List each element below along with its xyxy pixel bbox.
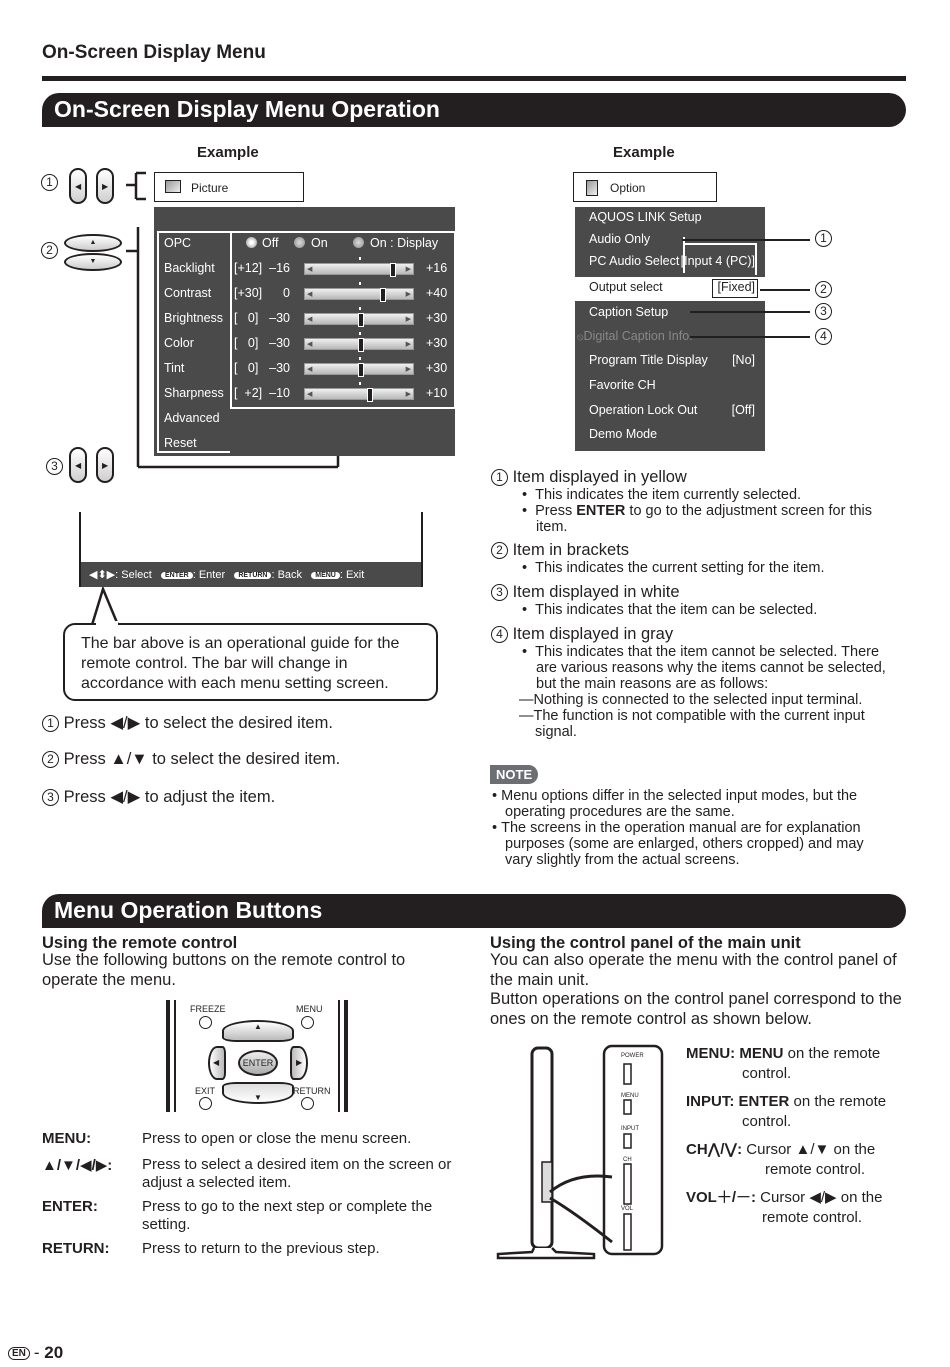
item-1-bullet-1: • This indicates the item currently selected. <box>522 487 802 503</box>
marker-leader-lines <box>680 225 860 355</box>
opc-on-display-label: On : Display <box>370 236 439 250</box>
option-item-aquos-link-setup[interactable] <box>589 210 755 224</box>
left-cursor-button[interactable]: ◀ <box>208 1046 226 1080</box>
panel-menu-label: MENU <box>621 1093 639 1099</box>
def-return: RETURN: Press to return to the previous step. <box>42 1240 380 1257</box>
step-marker-3: 3 <box>46 458 63 476</box>
slider-brightness[interactable] <box>304 313 414 325</box>
panel-input-label: INPUT <box>621 1126 639 1132</box>
option-menu-label: Option <box>610 181 646 195</box>
panel-ch-label: CH <box>623 1157 632 1163</box>
slider-center-tick <box>359 257 361 260</box>
min-value-5: –10 <box>269 386 290 400</box>
slider-left-arrow-icon: ◀ <box>307 341 313 348</box>
slider-thumb[interactable] <box>390 263 396 277</box>
option-value: [Off] <box>731 403 755 417</box>
option-label: Demo Mode <box>589 427 658 441</box>
panel-vol-label: VOL <box>621 1206 634 1212</box>
menu-item-opc[interactable]: OPC <box>164 236 192 250</box>
picture-icon <box>165 180 181 193</box>
item-4-title: 4 Item displayed in gray <box>491 625 901 644</box>
return-key-icon: RETURN <box>234 572 271 579</box>
max-value-1: +40 <box>426 286 448 300</box>
item-1-title: 1 Item displayed in yellow <box>491 468 901 487</box>
cross-key-icon: ◀⬍▶ <box>89 569 116 581</box>
option-item-demo-mode[interactable] <box>589 427 755 441</box>
slider-right-arrow-icon: ▶ <box>405 291 411 298</box>
opc-on-label: On <box>311 236 328 250</box>
opc-off-label: Off <box>262 236 279 250</box>
option-item-favorite-ch[interactable] <box>589 378 755 392</box>
right-button-icon: ▶ <box>96 168 114 204</box>
picture-menu-screen <box>154 207 455 456</box>
option-label: Output select <box>589 280 663 294</box>
item-4-bullet: • This indicates that the item cannot be selected. There are various reasons why the items cannot be selected, but the main reasons are as follows: <box>522 644 886 692</box>
slider-left-arrow-icon: ◀ <box>307 391 313 398</box>
slider-backlight[interactable] <box>304 263 414 275</box>
remote-heading: Using the remote control <box>42 934 238 952</box>
section-title-menu-buttons: Menu Operation Buttons <box>42 894 906 928</box>
right-cursor-button[interactable]: ▶ <box>290 1046 308 1080</box>
slider-thumb[interactable] <box>367 388 373 402</box>
return-label: RETURN <box>293 1086 331 1096</box>
note-list <box>490 788 895 868</box>
enter-button[interactable]: ENTER <box>238 1050 278 1076</box>
current-value-1: [+30] <box>234 286 263 300</box>
menu-label: MENU <box>296 1004 323 1014</box>
slider-center-tick <box>359 382 361 385</box>
option-menu-title <box>573 172 717 202</box>
step-marker-1: 1 <box>41 174 58 192</box>
option-value: [No] <box>732 353 755 367</box>
menu-key-icon: MENU <box>311 572 340 579</box>
slider-center-tick <box>359 332 361 335</box>
operation-guide-bar: ◀⬍▶: Select ENTER : Enter RETURN : Back MENU : Exit <box>81 562 421 587</box>
min-value-2: –30 <box>269 311 290 325</box>
current-value-3: [ 0] <box>234 336 259 350</box>
slider-thumb[interactable] <box>358 338 364 352</box>
slider-color[interactable] <box>304 338 414 350</box>
return-button[interactable] <box>301 1097 314 1110</box>
marker-3: 3 <box>815 303 832 321</box>
item-explanations <box>491 468 901 740</box>
panel-def-vol: VOL＋/－: Cursor ◀/▶ on the remote control. <box>686 1189 883 1226</box>
right-button-icon-2: ▶ <box>96 447 114 483</box>
max-value-5: +10 <box>426 386 448 400</box>
slider-sharpness[interactable] <box>304 388 414 400</box>
header-rule <box>42 76 906 81</box>
menu-item-sharpness[interactable]: Sharpness <box>164 386 224 400</box>
freeze-label: FREEZE <box>190 1004 226 1014</box>
item-3-title: 3 Item displayed in white <box>491 583 901 602</box>
step-2: 2 Press ▲/▼ to select the desired item. <box>42 750 340 769</box>
note-item-1: • Menu options differ in the selected input modes, but the operating procedures are the same. <box>492 788 858 820</box>
page-number: EN - 20 <box>8 1343 63 1363</box>
item-4-dash-1: —Nothing is connected to the selected input terminal. <box>519 692 863 708</box>
slider-thumb[interactable] <box>380 288 386 302</box>
menu-item-reset[interactable]: Reset <box>164 436 197 450</box>
menu-item-color[interactable]: Color <box>164 336 194 350</box>
slider-center-tick <box>359 307 361 310</box>
max-value-0: +16 <box>426 261 448 275</box>
slider-right-arrow-icon: ▶ <box>405 266 411 273</box>
page-header: On-Screen Display Menu <box>42 42 266 63</box>
panel-definitions <box>686 1044 901 1228</box>
current-value-2: [ 0] <box>234 311 259 325</box>
slider-right-arrow-icon: ▶ <box>405 391 411 398</box>
slider-right-arrow-icon: ▶ <box>405 316 411 323</box>
max-value-4: +30 <box>426 361 448 375</box>
item-2-bullet: • This indicates the current setting for the item. <box>522 560 825 576</box>
picture-menu-label: Picture <box>191 181 229 195</box>
panel-def-input: INPUT: ENTER on the remote control. <box>686 1093 887 1130</box>
slider-left-arrow-icon: ◀ <box>307 316 313 323</box>
picture-menu-title <box>154 172 304 202</box>
menu-item-tint[interactable]: Tint <box>164 361 185 375</box>
panel-def-ch: CH⋀/⋁: Cursor ▲/▼ on the remote control. <box>686 1141 876 1178</box>
radio-on-display-icon[interactable] <box>353 237 364 248</box>
slider-left-arrow-icon: ◀ <box>307 366 313 373</box>
slider-right-arrow-icon: ▶ <box>405 341 411 348</box>
option-label: Digital Caption Info. <box>583 329 693 343</box>
slider-center-tick <box>359 357 361 360</box>
option-value: [Input 4 (PC)] <box>680 254 755 268</box>
slider-contrast[interactable] <box>304 288 414 300</box>
option-value: [Fixed] <box>717 280 755 294</box>
menu-item-brightness[interactable]: Brightness <box>164 311 224 325</box>
up-button-icon: ▲ <box>64 234 122 252</box>
option-label: Favorite CH <box>589 378 656 392</box>
marker-1: 1 <box>815 230 832 248</box>
step-3: 3 Press ◀/▶ to adjust the item. <box>42 787 275 807</box>
option-item-operation-lock-out[interactable] <box>589 403 755 417</box>
max-value-2: +30 <box>426 311 448 325</box>
slider-right-arrow-icon: ▶ <box>405 366 411 373</box>
freeze-button[interactable] <box>199 1016 212 1029</box>
def-cursor: ▲/▼/◀/▶: Press to select a desired item on the screen or adjust a selected item. <box>42 1156 452 1191</box>
language-badge: EN <box>8 1347 30 1360</box>
step-marker-2: 2 <box>41 242 58 260</box>
min-value-4: –30 <box>269 361 290 375</box>
option-label: PC Audio Select <box>589 254 680 268</box>
remote-text: Use the following buttons on the remote control to operate the menu. <box>42 951 406 989</box>
left-button-icon: ◀ <box>69 168 87 204</box>
exit-button[interactable] <box>199 1097 212 1110</box>
enter-key-icon: ENTER <box>161 572 193 579</box>
option-label: Audio Only <box>589 232 651 246</box>
tv-side-illustration <box>494 1042 674 1262</box>
left-button-icon-2: ◀ <box>69 447 87 483</box>
option-label: AQUOS LINK Setup <box>589 210 702 224</box>
up-cursor-button[interactable]: ▲ <box>222 1020 294 1042</box>
current-value-0: [+12] <box>234 261 263 275</box>
menu-item-advanced[interactable]: Advanced <box>164 411 220 425</box>
down-button-icon: ▼ <box>64 253 122 271</box>
slider-left-arrow-icon: ◀ <box>307 291 313 298</box>
panel-text-1: You can also operate the menu with the control panel of the main unit. <box>490 951 897 989</box>
down-cursor-button[interactable]: ▼ <box>222 1082 294 1104</box>
step-1: 1 Press ◀/▶ to select the desired item. <box>42 713 333 733</box>
exit-label: EXIT <box>195 1086 216 1096</box>
item-3-bullet: • This indicates that the item can be selected. <box>522 602 818 618</box>
radio-on-icon[interactable] <box>294 237 305 248</box>
min-value-1: 0 <box>283 286 290 300</box>
min-value-0: –16 <box>269 261 290 275</box>
slider-thumb[interactable] <box>358 363 364 377</box>
section-title-osd-operation: On-Screen Display Menu Operation <box>42 93 906 127</box>
menu-item-contrast[interactable]: Contrast <box>164 286 212 300</box>
marker-2: 2 <box>815 281 832 299</box>
max-value-3: +30 <box>426 336 448 350</box>
note-item-2: • The screens in the operation manual are for explanation purposes (some are enlarged, others cropped) and may vary slightly from the actual screens. <box>492 820 864 868</box>
menu-button[interactable] <box>301 1016 314 1029</box>
panel-def-menu: MENU: MENU on the remote control. <box>686 1045 881 1082</box>
slider-left-arrow-icon: ◀ <box>307 266 313 273</box>
option-icon <box>586 180 598 196</box>
slider-tint[interactable] <box>304 363 414 375</box>
def-enter: ENTER: Press to go to the next step or complete the setting. <box>42 1198 433 1233</box>
option-label: Operation Lock Out <box>589 403 698 417</box>
radio-off-icon[interactable] <box>246 237 257 248</box>
panel-heading: Using the control panel of the main unit <box>490 934 801 952</box>
slider-center-tick <box>359 282 361 285</box>
def-menu: MENU: Press to open or close the menu screen. <box>42 1130 412 1147</box>
example-label-left: Example <box>197 144 259 161</box>
current-value-4: [ 0] <box>234 361 259 375</box>
panel-text-2: Button operations on the control panel correspond to the ones on the remote control as shown below. <box>490 990 902 1028</box>
menu-item-backlight[interactable]: Backlight <box>164 261 215 275</box>
item-2-title: 2 Item in brackets <box>491 541 901 560</box>
prohibited-icon: ⦸ <box>577 332 584 343</box>
option-label: Program Title Display <box>589 353 708 367</box>
guide-callout: The bar above is an operational guide for the remote control. The bar will change in accordance with each menu setting screen. <box>63 623 438 701</box>
min-value-3: –30 <box>269 336 290 350</box>
item-1-bullet-2: • Press ENTER to go to the adjustment screen for this item. <box>522 503 873 535</box>
option-item-program-title-display[interactable] <box>589 353 755 367</box>
note-badge: NOTE <box>490 766 538 784</box>
slider-thumb[interactable] <box>358 313 364 327</box>
example-label-right: Example <box>613 144 675 161</box>
marker-4: 4 <box>815 328 832 346</box>
power-label: POWER <box>621 1053 644 1059</box>
remote-illustration <box>166 1000 348 1112</box>
current-value-5: [ +2] <box>234 386 263 400</box>
item-4-dash-2: —The function is not compatible with the current input signal. <box>519 708 865 740</box>
remote-definitions <box>42 1130 462 1258</box>
option-label: Caption Setup <box>589 305 669 319</box>
